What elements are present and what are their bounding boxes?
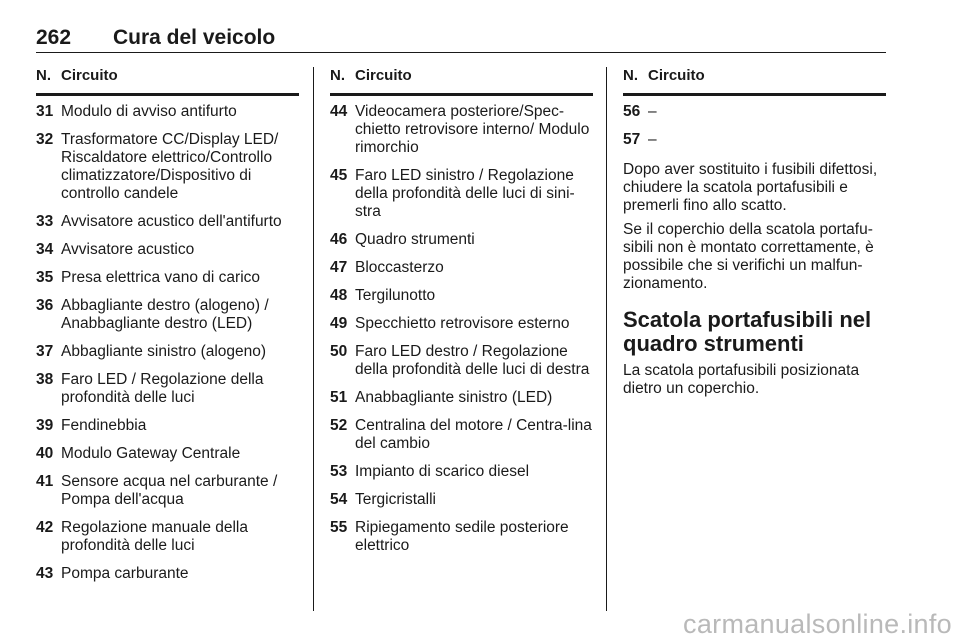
fuse-number: 31 (36, 103, 54, 120)
table-row (36, 343, 299, 361)
table-header (623, 67, 886, 96)
circuit-description: Fendinebbia (61, 417, 147, 434)
header-circuit: Circuito (648, 67, 705, 84)
page-header (36, 24, 886, 53)
column-divider (606, 67, 607, 611)
fuse-number: 53 (330, 463, 348, 480)
circuit-description: Abbagliante sinistro (alogeno) (61, 343, 267, 360)
fuse-number: 42 (36, 519, 54, 536)
circuit-description: Centralina del motore / Centra-lina del cambio (355, 417, 592, 452)
fuse-number: 39 (36, 417, 54, 434)
table-row (330, 519, 593, 555)
circuit-description: Pompa carburante (61, 565, 189, 582)
header-circuit: Circuito (355, 67, 412, 84)
circuit-description: Avvisatore acustico (61, 241, 195, 258)
fuse-number: 54 (330, 491, 348, 508)
fuse-number: 32 (36, 131, 54, 148)
table-row (36, 445, 299, 463)
table-row (36, 565, 299, 583)
circuit-description: Tergilunotto (355, 287, 436, 304)
circuit-description: Quadro strumenti (355, 231, 475, 248)
circuit-description: Regolazione manuale della profondità delle luci (61, 519, 248, 554)
watermark: carmanualsonline.info (683, 609, 952, 639)
table-row (36, 371, 299, 407)
fuse-number: 38 (36, 371, 54, 388)
table-rows (330, 103, 593, 555)
circuit-description: Abbagliante destro (alogeno) / Anabbagliante destro (LED) (61, 297, 269, 332)
circuit-description: Trasformatore CC/Display LED/ Riscaldatore elettrico/Controllo climatizzatore/Dispositivo di controllo candele (61, 131, 279, 202)
circuit-description: – (648, 103, 657, 120)
table-row (330, 389, 593, 407)
fuse-number: 46 (330, 231, 348, 248)
fuse-number: 52 (330, 417, 348, 434)
header-circuit: Circuito (61, 67, 118, 84)
table-row (36, 417, 299, 435)
circuit-description: Bloccasterzo (355, 259, 444, 276)
fuse-number: 40 (36, 445, 54, 462)
fuse-number: 57 (623, 131, 641, 148)
circuit-description: Faro LED sinistro / Regolazione della profondità delle luci di sini-stra (355, 167, 575, 220)
fuse-number: 41 (36, 473, 54, 490)
table-row (330, 491, 593, 509)
table-row (330, 463, 593, 481)
page-title: Cura del veicolo (113, 26, 276, 49)
header-number: N. (623, 67, 638, 84)
paragraph: Dopo aver sostituito i fusibili difettosi, chiudere la scatola portafusibili e premerli fino allo scatto. (623, 161, 878, 214)
table-row (36, 131, 299, 203)
fuse-number: 51 (330, 389, 348, 406)
circuit-description: Presa elettrica vano di carico (61, 269, 261, 286)
fuse-number: 55 (330, 519, 348, 536)
table-row (330, 103, 593, 157)
fuse-table-column-3 (623, 67, 886, 404)
fuse-number: 37 (36, 343, 54, 360)
table-row (623, 131, 886, 149)
fuse-table-column-1 (36, 67, 299, 593)
table-row (623, 103, 886, 121)
circuit-description: Impianto di scarico diesel (355, 463, 530, 480)
header-number: N. (330, 67, 345, 84)
paragraph: La scatola portafusibili posizionata dietro un coperchio. (623, 362, 860, 397)
circuit-description: Modulo di avviso antifurto (61, 103, 237, 120)
table-row (36, 269, 299, 287)
fuse-number: 44 (330, 103, 348, 120)
table-row (36, 241, 299, 259)
table-row (36, 519, 299, 555)
fuse-number: 33 (36, 213, 54, 230)
fuse-number: 36 (36, 297, 54, 314)
fuse-number: 50 (330, 343, 348, 360)
table-row (36, 473, 299, 509)
section-heading: Scatola portafusibili nel quadro strumenti (623, 307, 872, 356)
body-text (623, 161, 886, 398)
table-row (330, 343, 593, 379)
fuse-number: 45 (330, 167, 348, 184)
fuse-number: 43 (36, 565, 54, 582)
fuse-number: 49 (330, 315, 348, 332)
circuit-description: Faro LED / Regolazione della profondità delle luci (61, 371, 264, 406)
circuit-description: Modulo Gateway Centrale (61, 445, 241, 462)
table-row (330, 417, 593, 453)
table-row (330, 259, 593, 277)
fuse-table-column-2 (330, 67, 593, 565)
header-number: N. (36, 67, 51, 84)
table-row (36, 213, 299, 231)
table-row (330, 231, 593, 249)
table-rows (36, 103, 299, 583)
table-rows (623, 103, 886, 149)
fuse-number: 35 (36, 269, 54, 286)
table-row (36, 103, 299, 121)
circuit-description: Sensore acqua nel carburante / Pompa dell'acqua (61, 473, 278, 508)
fuse-number: 34 (36, 241, 54, 258)
paragraph: Se il coperchio della scatola portafu-sibili non è montato correttamente, è possibile che si verifichi un malfun-zionamento. (623, 221, 874, 292)
page-number: 262 (36, 26, 72, 49)
circuit-description: Specchietto retrovisore esterno (355, 315, 570, 332)
table-row (36, 297, 299, 333)
table-row (330, 287, 593, 305)
fuse-number: 48 (330, 287, 348, 304)
circuit-description: Ripiegamento sedile posteriore elettrico (355, 519, 569, 554)
column-divider (313, 67, 314, 611)
fuse-number: 47 (330, 259, 348, 276)
fuse-number: 56 (623, 103, 641, 120)
circuit-description: Avvisatore acustico dell'antifurto (61, 213, 282, 230)
table-row (330, 315, 593, 333)
table-row (330, 167, 593, 221)
circuit-description: Faro LED destro / Regolazione della profondità delle luci di destra (355, 343, 590, 378)
table-header (36, 67, 299, 96)
circuit-description: Anabbagliante sinistro (LED) (355, 389, 553, 406)
circuit-description: Tergicristalli (355, 491, 436, 508)
circuit-description: Videocamera posteriore/Spec-chietto retrovisore interno/ Modulo rimorchio (355, 103, 590, 156)
table-header (330, 67, 593, 96)
circuit-description: – (648, 131, 657, 148)
